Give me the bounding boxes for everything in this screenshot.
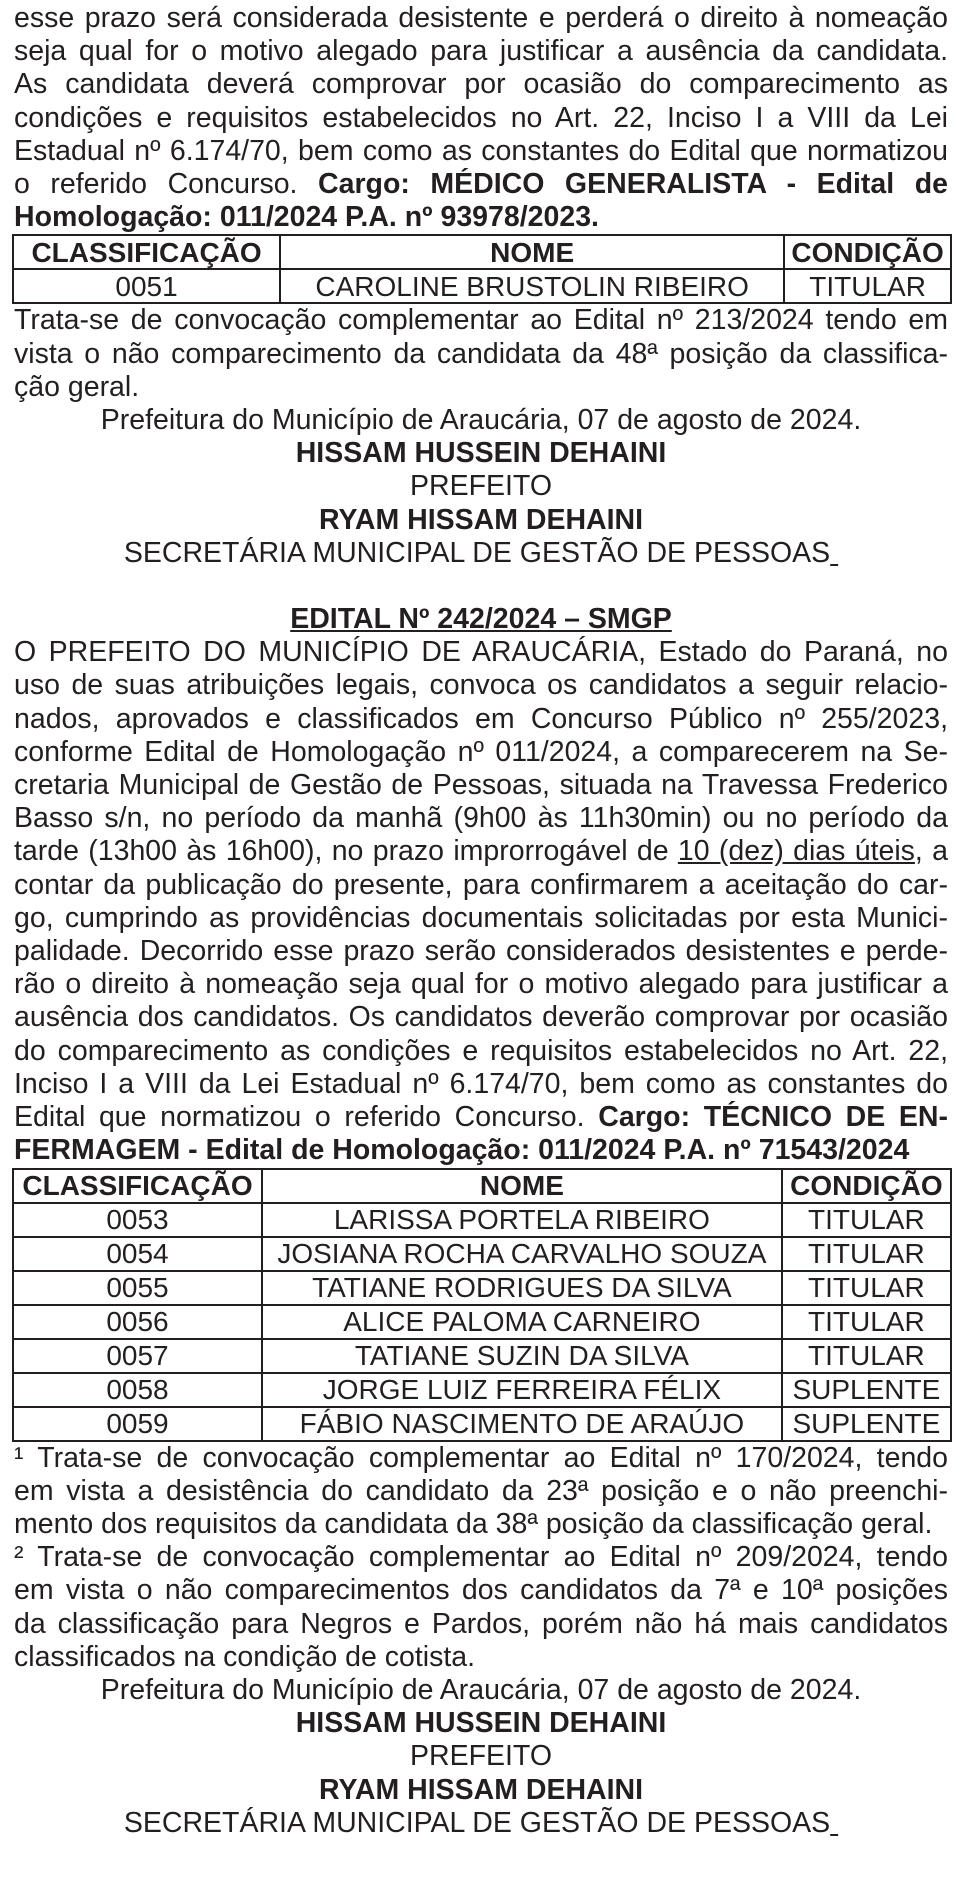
text-line: O PREFEITO DO MUNICÍPIO DE ARAUCÁRIA, Estado do Paraná, no [14, 636, 948, 669]
secretary-title-text: SECRETÁRIA MUNICIPAL DE GESTÃO DE PESSOAS [123, 536, 831, 569]
text-line: ausência dos candidatos. Os candidatos deverão comprovar por ocasião [14, 1001, 948, 1034]
text-line: vista o não comparecimento da candidata da 48ª posição da classifica- [14, 337, 948, 370]
table-row [13, 1407, 951, 1441]
text-line [14, 1101, 948, 1134]
text-fragment: , a [914, 835, 948, 868]
secretary-name: RYAM HISSAM DEHAINI [318, 503, 644, 536]
header-nome: NOME [280, 235, 784, 269]
text-line: esse prazo será considerada desistente e perderá o direito à nomeação [14, 2, 948, 34]
text-line: Inciso I a VIII da Lei Estadual nº 6.174/70, bem como as constantes do [14, 1067, 948, 1100]
cell-condicao: TITULAR [782, 1271, 951, 1305]
note-paragraph-1 [14, 304, 948, 404]
secretary-title-text: SECRETÁRIA MUNICIPAL DE GESTÃO DE PESSOAS [123, 1806, 831, 1839]
cell-classificacao: 0051 [13, 269, 280, 303]
cell-condicao: TITULAR [782, 1203, 951, 1237]
text-line: mento dos requisitos da candidata da 38ª posição da classificação geral. [14, 1507, 933, 1540]
text-line: em vista a desistência do candidato da 23ª posição e o não preenchi- [14, 1474, 948, 1507]
cell-nome: TATIANE RODRIGUES DA SILVA [262, 1271, 782, 1305]
cell-condicao: SUPLENTE [782, 1407, 951, 1441]
table-row [13, 269, 951, 303]
document-page [14, 0, 948, 1840]
text-fragment: Edital que normatizou o referido Concurso. [14, 1101, 599, 1134]
cell-nome: TATIANE SUZIN DA SILVA [262, 1339, 782, 1373]
place-date: Prefeitura do Município de Araucária, 07 de agosto de 2024. [100, 1673, 862, 1706]
place-date: Prefeitura do Município de Araucária, 07 de agosto de 2024. [100, 404, 862, 437]
text-line: ção geral. [14, 370, 140, 403]
text-line: da classificação para Negros e Pardos, porém não há mais candidatos [14, 1607, 948, 1640]
text-line [14, 168, 948, 201]
cell-classificacao: 0056 [13, 1305, 262, 1339]
cell-condicao: SUPLENTE [782, 1373, 951, 1407]
header-condicao: CONDIÇÃO [784, 235, 951, 269]
table-header-row [13, 1169, 951, 1203]
signature-block-1 [14, 404, 948, 570]
text-line: condições e requisitos estabelecidos no Art. 22, Inciso I a VIII da Lei [14, 101, 948, 134]
mayor-name: HISSAM HUSSEIN DEHAINI [295, 437, 667, 470]
text-line: rão o direito à nomeação seja qual for o motivo alegado para justificar a [14, 968, 948, 1001]
text-line: contar da publicação do presente, para confirmarem a aceitação do car- [14, 868, 948, 901]
cell-condicao: TITULAR [782, 1237, 951, 1271]
cargo-label: Cargo: MÉDICO GENERALISTA - Edital de [318, 168, 948, 201]
text-line: cretaria Municipal de Gestão de Pessoas, situada na Travessa Frederico [14, 769, 948, 802]
secretary-name: RYAM HISSAM DEHAINI [318, 1773, 644, 1806]
table-row [13, 1237, 951, 1271]
table-header-row [13, 235, 951, 269]
text-line: nados, aprovados e classificados em Concurso Público nº 255/2023, [14, 702, 948, 735]
footnotes [14, 1442, 948, 1674]
cell-nome: FÁBIO NASCIMENTO DE ARAÚJO [262, 1407, 782, 1441]
text-line: Basso s/n, no período da manhã (9h00 às 11h30min) ou no período da [14, 802, 948, 835]
text-line: classificados na condição de cotista. [14, 1640, 476, 1673]
cell-nome: JORGE LUIZ FERREIRA FÉLIX [262, 1373, 782, 1407]
text-line: seja qual for o motivo alegado para justificar a ausência da candidata. [14, 35, 948, 68]
header-nome: NOME [262, 1169, 782, 1203]
header-classificacao: CLASSIFICAÇÃO [13, 235, 280, 269]
table-row [13, 1271, 951, 1305]
text-line: go, cumprindo as providências documentais solicitadas por esta Munici- [14, 901, 948, 934]
mayor-name: HISSAM HUSSEIN DEHAINI [295, 1707, 667, 1740]
text-line: em vista o não comparecimentos dos candidatos da 7ª e 10ª posições [14, 1574, 948, 1607]
table-row [13, 1339, 951, 1373]
cell-nome: LARISSA PORTELA RIBEIRO [262, 1203, 782, 1237]
mayor-title: PREFEITO [410, 470, 552, 503]
text-line: do comparecimento as condições e requisitos estabelecidos no Art. 22, [14, 1034, 948, 1067]
homologation-line: FERMAGEM - Edital de Homologação: 011/2024 P.A. nº 71543/2024 [14, 1134, 910, 1167]
cell-classificacao: 0059 [13, 1407, 262, 1441]
cell-classificacao: 0058 [13, 1373, 262, 1407]
edital-title: EDITAL Nº 242/2024 – SMGP [290, 603, 672, 636]
secretary-title [14, 1807, 948, 1840]
text-line: Estadual nº 6.174/70, bem como as constantes do Edital que normatizou [14, 134, 948, 167]
deadline-text: 10 (dez) dias úteis [677, 835, 915, 868]
cell-nome: ALICE PALOMA CARNEIRO [262, 1305, 782, 1339]
cell-nome: CAROLINE BRUSTOLIN RIBEIRO [280, 269, 784, 303]
text-line [14, 835, 948, 868]
cell-classificacao: 0055 [13, 1271, 262, 1305]
cell-condicao: TITULAR [782, 1339, 951, 1373]
text-fragment: o referido Concurso. [14, 168, 319, 201]
cell-nome: JOSIANA ROCHA CARVALHO SOUZA [262, 1237, 782, 1271]
header-classificacao: CLASSIFICAÇÃO [13, 1169, 262, 1203]
signature-block-2 [14, 1674, 948, 1840]
mayor-title: PREFEITO [410, 1740, 552, 1773]
classification-table-1 [12, 234, 952, 304]
text-line: uso de suas atribuições legais, convoca os candidatos a seguir relacio- [14, 669, 948, 702]
cell-classificacao: 0054 [13, 1237, 262, 1271]
table-row [13, 1373, 951, 1407]
cell-condicao: TITULAR [784, 269, 951, 303]
edital-paragraph [14, 636, 948, 1167]
text-line: As candidata deverá comprovar por ocasião do comparecimento as [14, 68, 948, 101]
classification-table-2 [12, 1168, 952, 1442]
cell-classificacao: 0053 [13, 1203, 262, 1237]
intro-paragraph [14, 2, 948, 234]
text-line: ² Trata-se de convocação complementar ao Edital nº 209/2024, tendo [14, 1541, 948, 1574]
homologation-line: Homologação: 011/2024 P.A. nº 93978/2023. [14, 201, 599, 234]
cell-condicao: TITULAR [782, 1305, 951, 1339]
text-line: ¹ Trata-se de convocação complementar ao Edital nº 170/2024, tendo [14, 1441, 948, 1474]
table-row [13, 1305, 951, 1339]
cargo-label: Cargo: TÉCNICO DE EN- [598, 1101, 948, 1134]
text-line: conforme Edital de Homologação nº 011/2024, a comparecerem na Se- [14, 735, 948, 768]
text-line: Trata-se de convocação complementar ao Edital nº 213/2024 tendo em [14, 304, 948, 337]
secretary-title [14, 537, 948, 570]
cell-classificacao: 0057 [13, 1339, 262, 1373]
text-fragment: tarde (13h00 às 16h00), no prazo improrrogável de [14, 835, 678, 868]
header-condicao: CONDIÇÃO [782, 1169, 951, 1203]
text-line: palidade. Decorrido esse prazo serão considerados desistentes e perde- [14, 935, 948, 968]
table-row [13, 1203, 951, 1237]
